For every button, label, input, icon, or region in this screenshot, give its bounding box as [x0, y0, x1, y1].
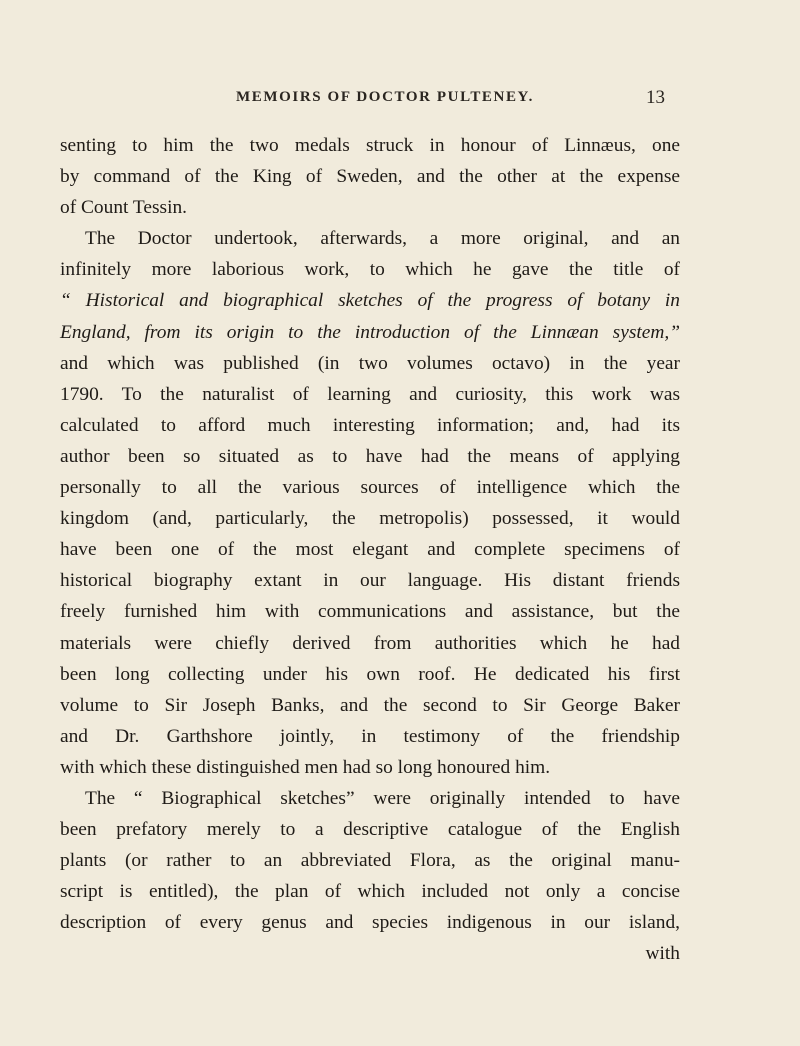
text-line: with which these distinguished men had so long honoured him.	[60, 756, 551, 778]
text-line: personally to all the various sources of intelligence which the	[60, 477, 680, 499]
text-line: and which was published (in two volumes octavo) in the year	[60, 352, 680, 374]
text-line: plants (or rather to an abbreviated Flora, as the original manu-	[60, 850, 680, 872]
running-head: MEMOIRS OF DOCTOR PULTENEY.	[236, 89, 534, 105]
text-line: The Doctor undertook, afterwards, a more original, and an	[85, 228, 680, 250]
text-line: “ Historical and biographical sketches of the progress of botany in	[60, 290, 680, 312]
text-line: been long collecting under his own roof. He dedicated his first	[60, 663, 680, 685]
page-header	[0, 87, 800, 117]
text-line: by command of the King of Sweden, and the other at the expense	[60, 166, 680, 188]
text-line: volume to Sir Joseph Banks, and the second to Sir George Baker	[60, 694, 680, 716]
text-line: description of every genus and species indigenous in our island,	[60, 912, 680, 934]
text-line: script is entitled), the plan of which included not only a concise	[60, 881, 680, 903]
text-line: have been one of the most elegant and complete specimens of	[60, 539, 680, 561]
text-line: calculated to afford much interesting information; and, had its	[60, 414, 680, 436]
body-text	[60, 130, 680, 970]
catchword: with	[645, 943, 680, 965]
text-line: been prefatory merely to a descriptive catalogue of the English	[60, 819, 680, 841]
text-line: The “ Biographical sketches” were originally intended to have	[85, 787, 680, 809]
text-line: author been so situated as to have had the means of applying	[60, 445, 680, 467]
text-line: kingdom (and, particularly, the metropolis) possessed, it would	[60, 508, 680, 530]
text-line: senting to him the two medals struck in honour of Linnæus, one	[60, 135, 680, 156]
page-number: 13	[646, 87, 665, 108]
text-line: materials were chiefly derived from authorities which he had	[60, 632, 680, 654]
text-line: infinitely more laborious work, to which he gave the title of	[60, 259, 680, 281]
text-line: historical biography extant in our language. His distant friends	[60, 570, 680, 592]
text-line: and Dr. Garthshore jointly, in testimony of the friendship	[60, 725, 680, 747]
text-line: England, from its origin to the introduction of the Linnæan system,”	[60, 321, 680, 343]
text-line: of Count Tessin.	[60, 197, 188, 219]
text-line: 1790. To the naturalist of learning and curiosity, this work was	[60, 383, 680, 405]
text-line: freely furnished him with communications and assistance, but the	[60, 601, 680, 623]
